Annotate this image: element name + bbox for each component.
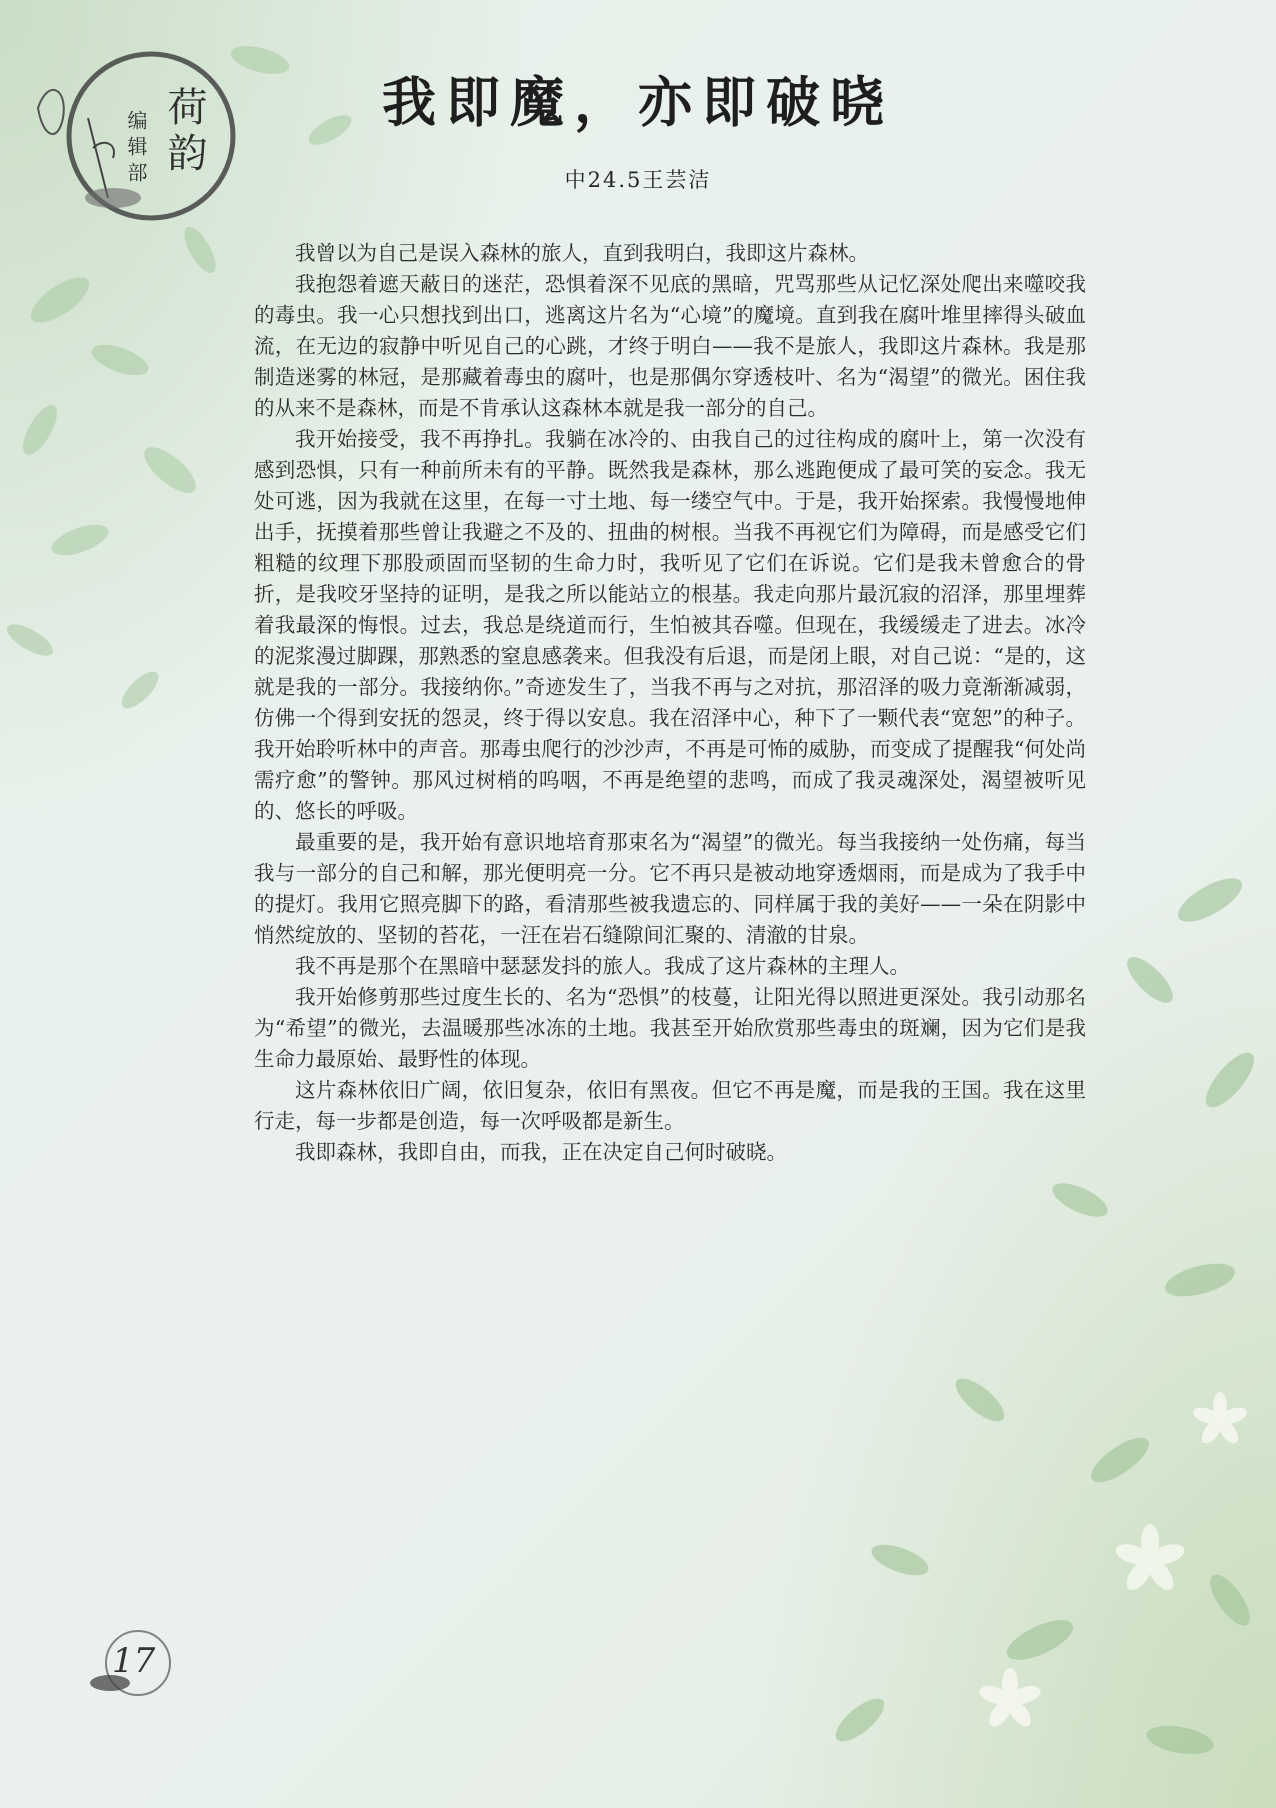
paragraph: 最重要的是，我开始有意识地培育那束名为“渴望”的微光。每当我接纳一处伤痛，每当我与一部分的自己和解，那光便明亮一分。它不再只是被动地穿透烟雨，而是成为了我手中的提灯。我用它照亮脚下的路，看清那些被我遗忘的、同样属于我的美好——一朵在阴影中悄然绽放的、坚韧的苔花，一汪在岩石缝隙间汇聚的、清澈的甘泉。 xyxy=(254,830,1086,947)
paragraph: 我不再是那个在黑暗中瑟瑟发抖的旅人。我成了这片森林的主理人。 xyxy=(295,954,910,978)
logo-main-text: 荷韵 xyxy=(161,86,207,178)
page-number-label: 17 xyxy=(112,1641,156,1681)
article-body xyxy=(254,238,1086,1168)
paragraph: 我开始接受，我不再挣扎。我躺在冰冷的、由我自己的过往构成的腐叶上，第一次没有感到恐惧，只有一种前所未有的平静。既然我是森林，那么逃跑便成了最可笑的妄念。我无处可逃，因为我就在这里，在每一寸土地、每一缕空气中。于是，我开始探索。我慢慢地伸出手，抚摸着那些曾让我避之不及的、扭曲的树根。当我不再视它们为障碍，而是感受它们粗糙的纹理下那股顽固而坚韧的生命力时，我听见了它们在诉说。它们是我未曾愈合的骨折，是我咬牙坚持的证明，是我之所以能站立的根基。我走向那片最沉寂的沼泽，那里埋葬着我最深的悔恨。过去，我总是绕道而行，生怕被其吞噬。但现在，我缓缓走了进去。冰冷的泥浆漫过脚踝，那熟悉的窒息感袭来。但我没有后退，而是闭上眼，对自己说：“是的，这就是我的一部分。我接纳你。”奇迹发生了，当我不再与之对抗，那沼泽的吸力竟渐渐减弱，仿佛一个得到安抚的怨灵，终于得以安息。我在沼泽中心，种下了一颗代表“宽恕”的种子。我开始聆听林中的声音。那毒虫爬行的沙沙声，不再是可怖的威胁，而变成了提醒我“何处尚需疗愈”的警钟。那风过树梢的呜咽，不再是绝望的悲鸣，而成了我灵魂深处，渴望被听见的、悠长的呼吸。 xyxy=(254,427,1086,823)
logo-sub-text: 编辑部 xyxy=(124,110,148,188)
paragraph: 我即森林，我即自由，而我，正在决定自己何时破晓。 xyxy=(295,1140,787,1164)
page-number xyxy=(88,1625,178,1705)
article-title: 我即魔，亦即破晓 xyxy=(382,70,894,134)
article-byline: 中24.5王芸洁 xyxy=(564,168,712,192)
paragraph: 这片森林依旧广阔，依旧复杂，依旧有黑夜。但它不再是魔，而是我的王国。我在这里行走，每一步都是创造，每一次呼吸都是新生。 xyxy=(254,1078,1086,1133)
paragraph: 我开始修剪那些过度生长的、名为“恐惧”的枝蔓，让阳光得以照进更深处。我引动那名为“希望”的微光，去温暖那些冰冻的土地。我甚至开始欣赏那些毒虫的斑斓，因为它们是我生命力最原始、最野性的体现。 xyxy=(254,985,1086,1071)
paragraph: 我曾以为自己是误入森林的旅人，直到我明白，我即这片森林。 xyxy=(295,241,869,265)
paragraph: 我抱怨着遮天蔽日的迷茫，恐惧着深不见底的黑暗，咒骂那些从记忆深处爬出来噬咬我的毒虫。我一心只想找到出口，逃离这片名为“心境”的魔境。直到我在腐叶堆里摔得头破血流，在无边的寂静中听见自己的心跳，才终于明白——我不是旅人，我即这片森林。我是那制造迷雾的林冠，是那藏着毒虫的腐叶，也是那偶尔穿透枝叶、名为“渴望”的微光。困住我的从来不是森林，而是不肯承认这森林本就是我一部分的自己。 xyxy=(254,272,1086,420)
